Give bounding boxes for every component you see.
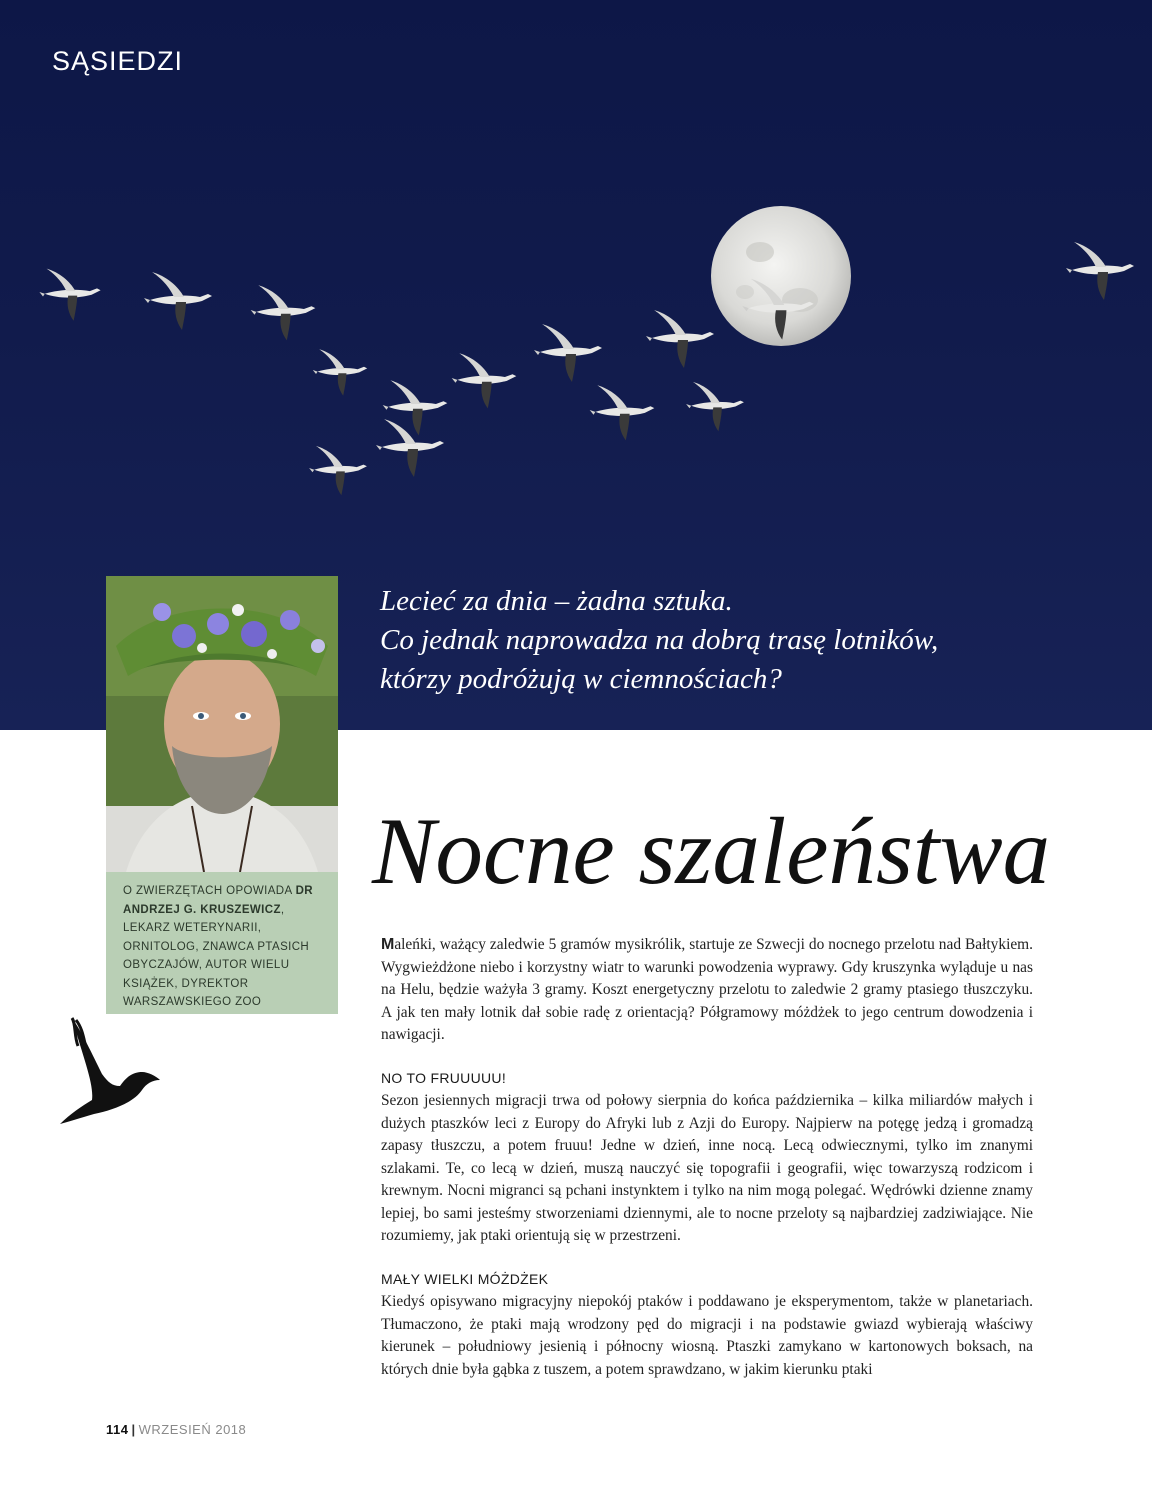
article-title: Nocne szaleństwa	[372, 798, 1051, 904]
article-intro-paragraph	[381, 934, 1033, 1047]
author-photo	[106, 576, 338, 872]
lead-line: którzy podróżują w ciemnościach?	[380, 663, 782, 695]
article-body	[381, 934, 1033, 1381]
section-tag: SĄSIEDZI	[52, 46, 184, 76]
section-heading: MAŁY WIELKI MÓŻDŻEK	[381, 1270, 549, 1287]
page-footer	[106, 1422, 246, 1437]
author-box	[106, 872, 338, 1014]
bird-silhouette-icon	[58, 1014, 164, 1126]
author-intro: O ZWIERZĘTACH OPOWIADA	[123, 885, 292, 897]
footer-separator: |	[131, 1422, 136, 1437]
section-paragraph: Kiedyś opisywano migracyjny niepokój ptaków i poddawano je eksperymentom, także w planetariach. Tłumaczono, że ptaki mają wrodzony pęd do migracji i na podstawie gwiazd wybierają właściwy kierunek – południowy jesienią i północny wiosną. Ptaszki zamykano w kartonowych boksach, na których dnie była gąbka z tuszem, a potem sprawdzano, w jakim kierunku ptaki	[381, 1293, 1033, 1378]
dropcap: M	[381, 936, 395, 953]
lead-line: Lecieć za dnia – żadna sztuka.	[380, 585, 733, 617]
author-bio: LEKARZ WETERYNARII, ORNITOLOG, ZNAWCA PTASICH OBYCZAJÓW, AUTOR WIELU KSIĄŻEK, DYREKTOR WARSZAWSKIEGO ZOO	[123, 922, 310, 1008]
author-comma: ,	[280, 903, 285, 916]
lead-line: Co jednak naprowadza na dobrą trasę lotników,	[380, 624, 939, 656]
author-name: DR ANDRZEJ G. KRUSZEWICZ	[123, 885, 313, 916]
intro-text: aleńki, ważący zaledwie 5 gramów mysikrólik, startuje ze Szwecji do nocnego przelotu nad Bałtykiem. Wygwieżdżone niebo i korzystny wiatr to warunki powodzenia wyprawy. Gdy kruszynka wyląduje u nas na Helu, będzie ważyła 3 gramy. Koszt energetyczny przelotu to zaledwie 2 gramy ptasiego tłuszczyku. A jak ten mały lotnik dał sobie radę z orientacją? Półgramowy móżdżek to jego centrum dowodzenia i nawigacji.	[381, 936, 1033, 1043]
issue-date: WRZESIEŃ 2018	[138, 1422, 247, 1437]
page-number: 114	[106, 1422, 129, 1437]
article-lead	[380, 582, 1080, 699]
section-paragraph: Sezon jesiennych migracji trwa od połowy sierpnia do końca października – kilka miliardów małych i dużych ptaszków leci z Europy do Afryki lub z Azji do Europy. Najpierw na potęgę jedzą i gromadzą zapasy tłuszczu, a potem fruuu! Jedne w dzień, inne nocą. Lecą odwiecznymi, tylko im znanymi szlakami. Te, co lecą w dzień, muszą nauczyć się topografii i geografii, więc towarzyszą rodzicom i krewnym. Nocni migranci są pchani instynktem i tylko na nim mogą polegać. Wędrówki dzienne znamy lepiej, bo sami jesteśmy stworzeniami dziennymi, ale to nocne przeloty są najbardziej zadziwiające. Nie rozumiemy, jak ptaki orientują się w przestrzeni.	[381, 1092, 1033, 1244]
section-heading: NO TO FRUUUUU!	[381, 1069, 507, 1086]
